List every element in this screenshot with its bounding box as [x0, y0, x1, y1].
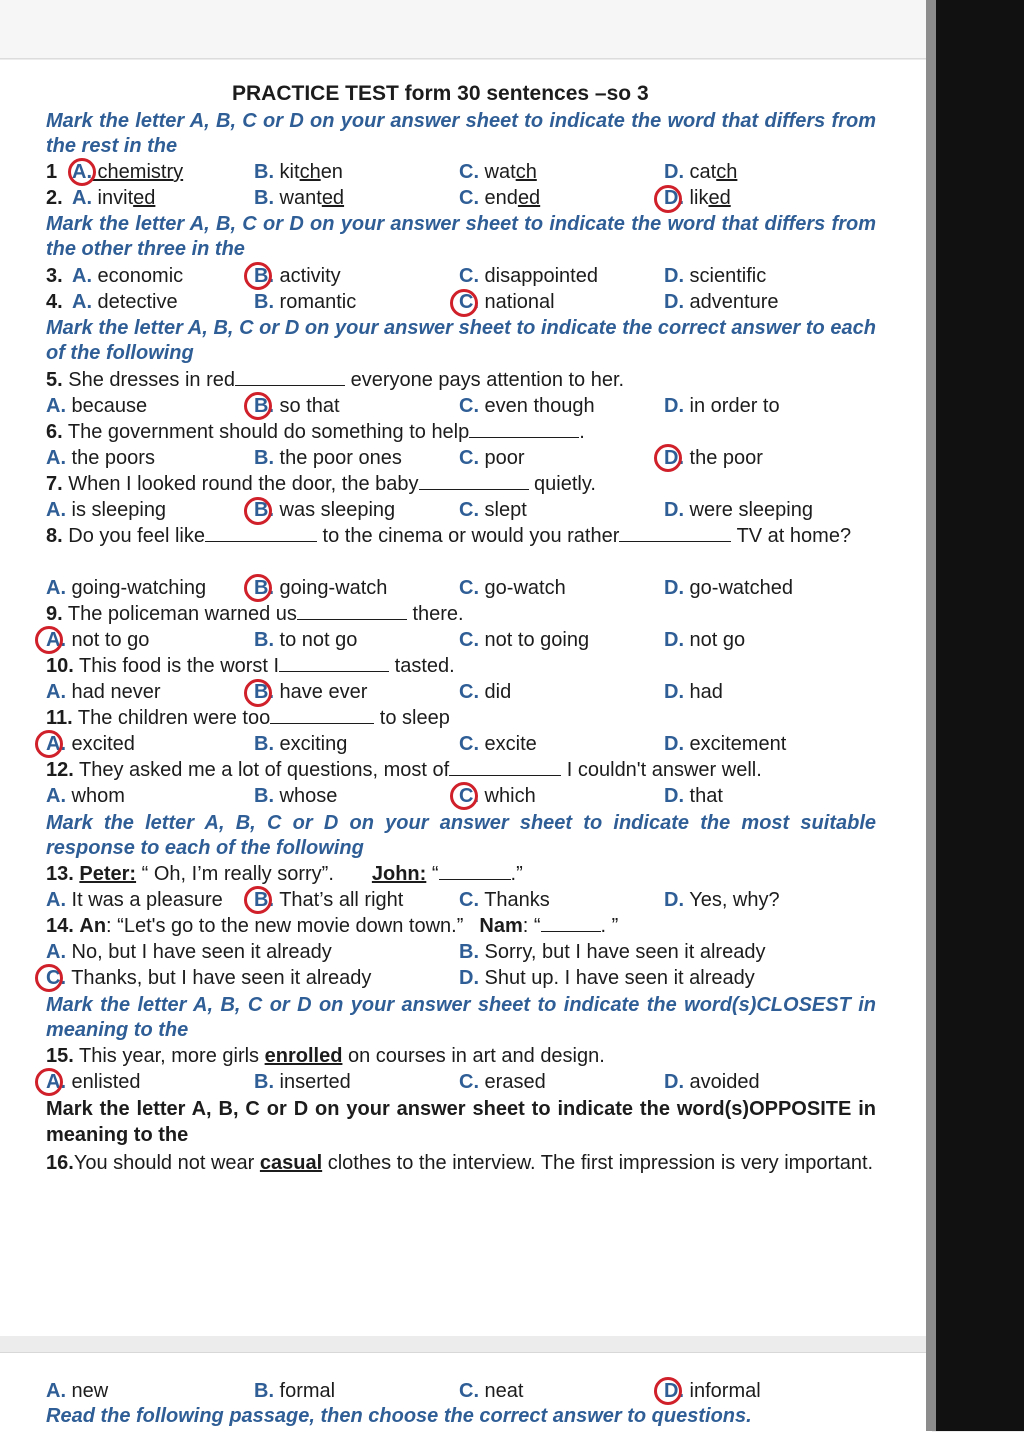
q9-option-d[interactable]: D. not go [664, 629, 746, 651]
question-15: 15. This year, more girls enrolled on courses in art and design. [46, 1045, 605, 1067]
answer-circle-q12 [450, 782, 478, 810]
question-6: 6. The government should do something to help . [46, 421, 585, 443]
answer-circle-q9 [35, 626, 63, 654]
q9-option-a[interactable]: A. not to go [46, 629, 150, 651]
q13-option-d[interactable]: D. Yes, why? [664, 889, 780, 911]
q4-option-c[interactable]: C. national [459, 291, 555, 313]
q11-option-c[interactable]: C. excite [459, 733, 537, 755]
answer-circle-q7 [244, 497, 272, 525]
q14-option-c[interactable]: C. Thanks, but I have seen it already [46, 967, 372, 989]
question-4: 4. [46, 291, 63, 313]
question-12: 12. They asked me a lot of questions, most of I couldn't answer well. [46, 759, 762, 781]
q5-option-d[interactable]: D. in order to [664, 395, 780, 417]
instruction-communication: Mark the letter A, B, C or D on your answer sheet to indicate the most suitable response to each of the following [46, 812, 876, 859]
answer-circle-q5 [244, 392, 272, 420]
q2-option-a[interactable]: A. invited [72, 187, 156, 209]
instruction-synonym: Mark the letter A, B, C or D on your answer sheet to indicate the word(s)CLOSEST in meaning to the [46, 994, 876, 1041]
q3-option-b[interactable]: B. activity [254, 265, 341, 287]
instruction-stress: Mark the letter A, B, C or D on your answer sheet to indicate the word that differs from the other three in the [46, 213, 876, 260]
answer-circle-q6 [654, 444, 682, 472]
instruction-grammar: Mark the letter A, B, C or D on your answer sheet to indicate the correct answer to each of the following [46, 317, 876, 364]
answer-circle-q4 [450, 289, 478, 317]
previous-page-strip [0, 0, 932, 59]
q8-option-b[interactable]: B. going-watch [254, 577, 388, 599]
question-5: 5. She dresses in red everyone pays attention to her. [46, 369, 625, 391]
q13-option-b[interactable]: B. That’s all right [254, 889, 404, 911]
q8-option-a[interactable]: A. going-watching [46, 577, 207, 599]
question-11: 11. The children were too to sleep [46, 707, 450, 729]
q1-option-a[interactable]: A. chemistry [72, 161, 184, 183]
q2-option-c[interactable]: C. ended [459, 187, 541, 209]
question-10: 10. This food is the worst I tasted. [46, 655, 455, 677]
q1-option-d[interactable]: D. catch [664, 161, 738, 183]
q15-option-c[interactable]: C. erased [459, 1071, 546, 1093]
instruction-reading: Read the following passage, then choose the correct answer to questions. [46, 1405, 752, 1427]
q3-option-d[interactable]: D. scientific [664, 265, 767, 287]
q8-option-d[interactable]: D. go-watched [664, 577, 793, 599]
q8-option-c[interactable]: C. go-watch [459, 577, 566, 599]
q5-option-b[interactable]: B. so that [254, 395, 340, 417]
question-13: 13. Peter: “ Oh, I’m really sorry”. John: “ .” [46, 863, 523, 885]
answer-circle-q11 [35, 730, 63, 758]
q15-option-d[interactable]: D. avoided [664, 1071, 760, 1093]
q6-option-b[interactable]: B. the poor ones [254, 447, 402, 469]
q5-option-c[interactable]: C. even though [459, 395, 595, 417]
q3-option-a[interactable]: A. economic [72, 265, 184, 287]
q4-option-b[interactable]: B. romantic [254, 291, 357, 313]
q7-option-d[interactable]: D. were sleeping [664, 499, 813, 521]
q11-option-d[interactable]: D. excitement [664, 733, 787, 755]
question-2: 2. [46, 187, 63, 209]
q12-option-d[interactable]: D. that [664, 785, 723, 807]
answer-circle-q10 [244, 679, 272, 707]
q16-option-c[interactable]: C. neat [459, 1380, 524, 1402]
q11-option-b[interactable]: B. exciting [254, 733, 348, 755]
q4-option-a[interactable]: A. detective [72, 291, 178, 313]
q10-option-b[interactable]: B. have ever [254, 681, 368, 703]
q6-option-d[interactable]: D. the poor [664, 447, 763, 469]
q14-option-a[interactable]: A. No, but I have seen it already [46, 941, 332, 963]
q9-option-c[interactable]: C. not to going [459, 629, 590, 651]
q10-option-d[interactable]: D. had [664, 681, 723, 703]
q12-option-b[interactable]: B. whose [254, 785, 338, 807]
q1-option-c[interactable]: C. watch [459, 161, 537, 183]
instruction-pronunciation: Mark the letter A, B, C or D on your answer sheet to indicate the word that differs from the rest in the [46, 110, 876, 157]
q2-option-d[interactable]: D. liked [664, 187, 731, 209]
q11-option-a[interactable]: A. excited [46, 733, 135, 755]
q15-option-a[interactable]: A. enlisted [46, 1071, 141, 1093]
q6-option-a[interactable]: A. the poors [46, 447, 155, 469]
q16-option-b[interactable]: B. formal [254, 1380, 336, 1402]
q14-option-d[interactable]: D. Shut up. I have seen it already [459, 967, 755, 989]
viewer-dark-margin [932, 0, 1024, 1431]
q12-option-c[interactable]: C. which [459, 785, 536, 807]
q7-option-a[interactable]: A. is sleeping [46, 499, 167, 521]
q16-option-d[interactable]: D. informal [664, 1380, 761, 1402]
q6-option-c[interactable]: C. poor [459, 447, 525, 469]
question-9: 9. The policeman warned us there. [46, 603, 464, 625]
page-title: PRACTICE TEST form 30 sentences –so 3 [232, 82, 649, 105]
q10-option-a[interactable]: A. had never [46, 681, 161, 703]
q13-option-c[interactable]: C. Thanks [459, 889, 550, 911]
question-7: 7. When I looked round the door, the baby quietly. [46, 473, 596, 495]
question-1: 1 [46, 161, 58, 183]
question-3: 3. [46, 265, 63, 287]
q4-option-d[interactable]: D. adventure [664, 291, 779, 313]
question-8: 8. Do you feel like to the cinema or would you rather TV at home? [46, 525, 852, 547]
q3-option-c[interactable]: C. disappointed [459, 265, 598, 287]
q14-option-b[interactable]: B. Sorry, but I have seen it already [459, 941, 766, 963]
answer-circle-q15 [35, 1068, 63, 1096]
q9-option-b[interactable]: B. to not go [254, 629, 358, 651]
q5-option-a[interactable]: A. because [46, 395, 148, 417]
scrollbar[interactable] [926, 0, 936, 1431]
answer-circle-q16 [654, 1377, 682, 1405]
question-16: 16.You should not wear casual clothes to the interview. The first impression is very important. [46, 1152, 874, 1174]
answer-circle-q2 [654, 185, 682, 213]
q16-option-a[interactable]: A. new [46, 1380, 109, 1402]
instruction-antonym: Mark the letter A, B, C or D on your answer sheet to indicate the word(s)OPPOSITE in meaning to the [46, 1098, 876, 1146]
q15-option-b[interactable]: B. inserted [254, 1071, 351, 1093]
q1-option-b[interactable]: B. kitchen [254, 161, 343, 183]
q7-option-c[interactable]: C. slept [459, 499, 527, 521]
answer-circle-q3 [244, 262, 272, 290]
answer-circle-q1 [68, 158, 96, 186]
q12-option-a[interactable]: A. whom [46, 785, 125, 807]
q2-option-b[interactable]: B. wanted [254, 187, 345, 209]
answer-circle-q14 [35, 964, 63, 992]
answer-circle-q8 [244, 574, 272, 602]
q13-option-a[interactable]: A. It was a pleasure [46, 889, 223, 911]
question-14: 14. An: “Let's go to the new movie down town.” Nam: “ . ” [46, 915, 619, 937]
q7-option-b[interactable]: B. was sleeping [254, 499, 396, 521]
q10-option-c[interactable]: C. did [459, 681, 512, 703]
answer-circle-q13 [244, 886, 272, 914]
